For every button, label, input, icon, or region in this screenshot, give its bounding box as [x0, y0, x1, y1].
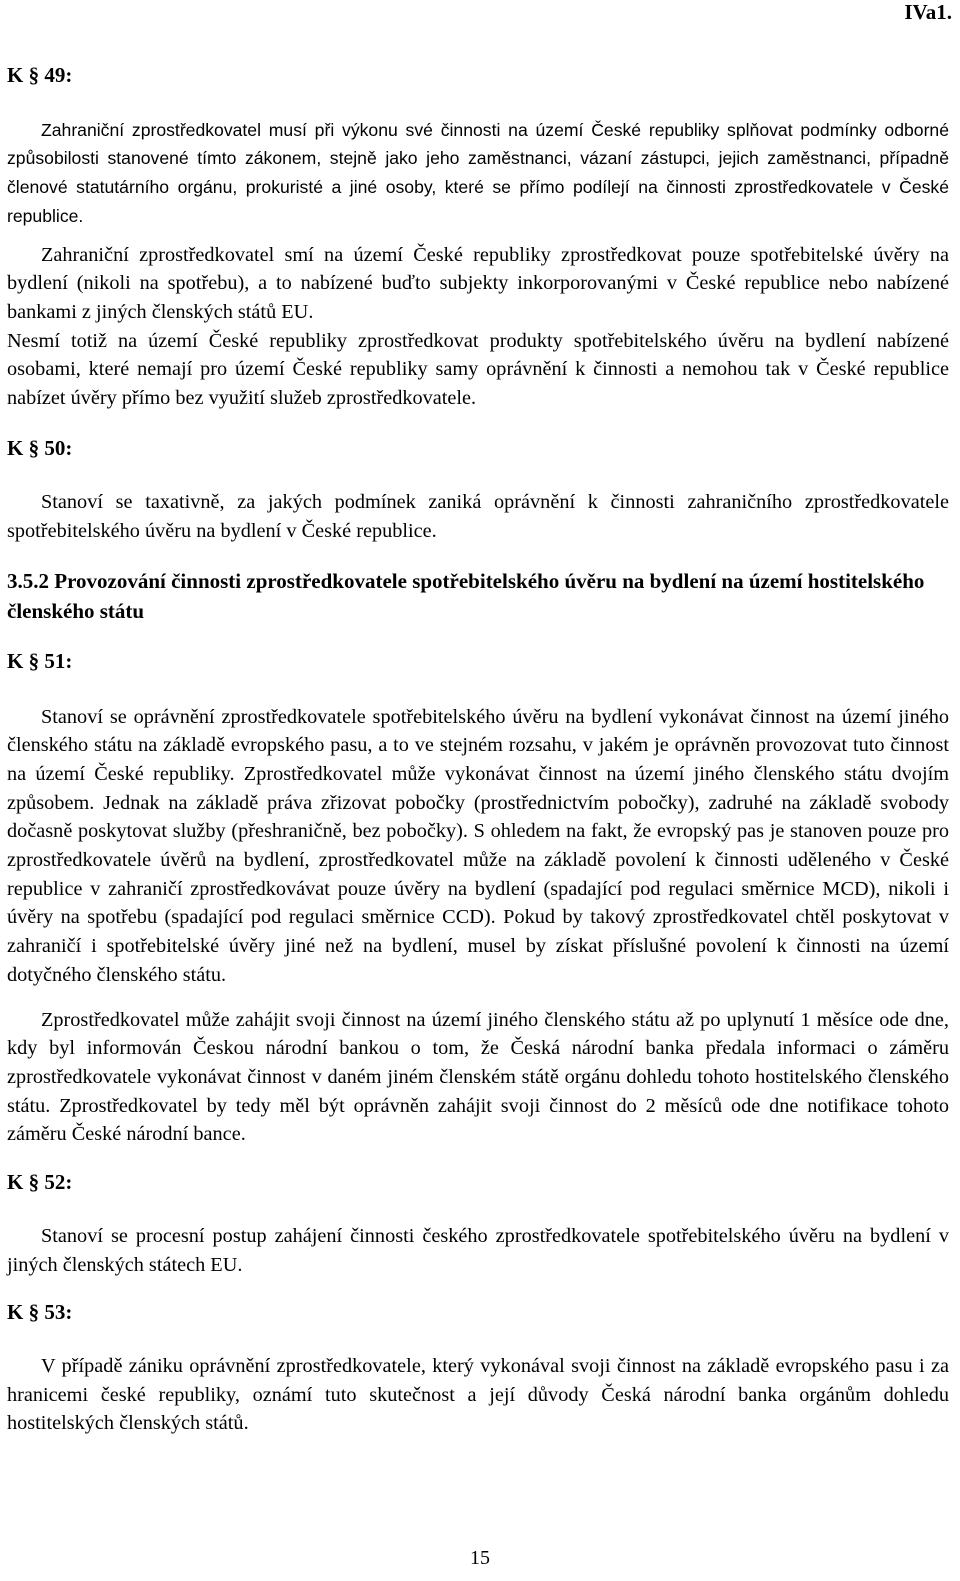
section-heading-51: K § 51:	[7, 648, 73, 673]
page-number: 15	[470, 1547, 490, 1569]
document-body	[7, 61, 949, 1438]
paragraph-49-3: Nesmí totiž na území České republiky zprostředkovat produkty spotřebitelského úvěru na bydlení nabízené osobami, které nemají pro území České republiky samy oprávnění k činnosti a nemohou tak v České republice nabízet úvěry přímo bez využití služeb zprostředkovatele.	[7, 329, 949, 410]
section-heading-50: K § 50:	[7, 435, 73, 460]
subsection-title-3-5-2: 3.5.2 Provozování činnosti zprostředkovatele spotřebitelského úvěru na bydlení na území hostitelského členského státu	[7, 568, 925, 623]
paragraph-49-2: Zahraniční zprostředkovatel smí na území České republiky zprostředkovat pouze spotřebitelské úvěry na bydlení (nikoli na spotřebu), a to nabízené buďto subjekty inkorporovanými v České republice nebo nabízené bankami z jiných členských států EU.	[7, 243, 949, 323]
paragraph-49-1: Zahraniční zprostředkovatel musí při výkonu své činnosti na území České republiky splňovat podmínky odborné způsobilosti stanovené tímto zákonem, stejně jako jeho zaměstnanci, vázaní zástupci, jejich zaměstnanci, případně členové statutárního orgánu, prokuristé a jiné osoby, které se přímo podílejí na činnosti zprostředkovatele v České republice.	[7, 119, 949, 226]
section-heading-49: K § 49:	[7, 63, 73, 87]
paragraph-50-1: Stanoví se taxativně, za jakých podmínek zaniká oprávnění k činnosti zahraničního zprostředkovatele spotřebitelského úvěru na bydlení v České republice.	[7, 491, 949, 543]
document-label: IVa1.	[904, 0, 952, 24]
section-heading-52: K § 52:	[7, 1170, 73, 1195]
paragraph-51-2: Zprostředkovatel může zahájit svoji činnost na území jiného členského státu až po uplynutí 1 měsíce ode dne, kdy byl informován Českou národní bankou o tom, že Česká národní banka předala informaci o záměru zprostředkovatele vykonávat činnost v daném jiném členském státě orgánu dohledu tohoto hostitelského členského státu. Zprostředkovatel by tedy měl být oprávněn zahájit svoji činnost do 2 měsíců ode dne notifikace tohoto záměru České národní bance.	[7, 1008, 949, 1146]
section-heading-53: K § 53:	[7, 1300, 73, 1325]
paragraph-51-1: Stanoví se oprávnění zprostředkovatele spotřebitelského úvěru na bydlení vykonávat činnost na území jiného členského státu na základě evropského pasu, a to ve stejném rozsahu, v jakém je oprávněn provozovat tuto činnost na území České republiky. Zprostředkovatel může vykonávat činnost na území jiného členského státu dvojím způsobem. Jednak na základě práva zřizovat pobočky (prostřednictvím pobočky), zadruhé na základě svobody dočasně poskytovat služby (přeshraničně, bez pobočky). S ohledem na fakt, že evropský pas je stanoven pouze pro zprostředkovatele úvěrů na bydlení, zprostředkovatel může na základě povolení k činnosti uděleného v České republice v zahraničí zprostředkovávat pouze úvěry na bydlení (spadající pod regulaci směrnice MCD), nikoli i úvěry na spotřebu (spadající pod regulaci směrnice CCD). Pokud by takový zprostředkovatel chtěl poskytovat v zahraničí i spotřebitelské úvěry jiné než na bydlení, musel by získat příslušné povolení k činnosti na území dotyčného členského státu.	[7, 705, 949, 986]
paragraph-53-1: V případě zániku oprávnění zprostředkovatele, který vykonával svoji činnost na základě evropského pasu i za hranicemi české republiky, oznámí tuto skutečnost a její důvody Česká národní banka orgánům dohledu hostitelských členských států.	[7, 1354, 949, 1435]
paragraph-52-1: Stanoví se procesní postup zahájení činnosti českého zprostředkovatele spotřebitelského úvěru na bydlení v jiných členských státech EU.	[7, 1224, 949, 1276]
